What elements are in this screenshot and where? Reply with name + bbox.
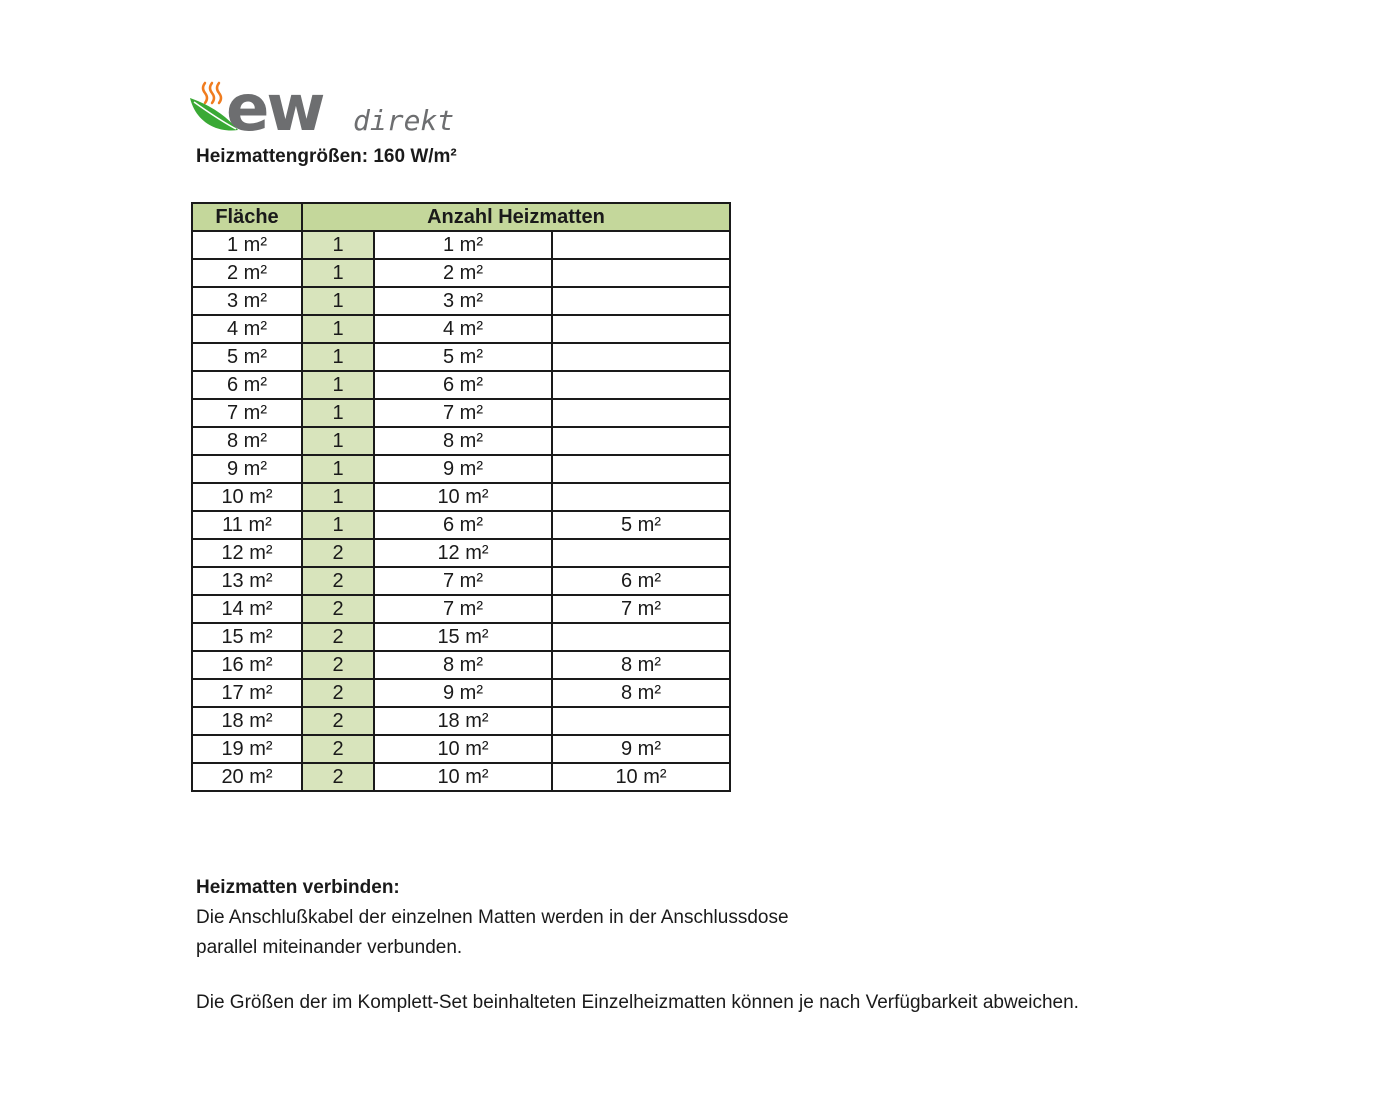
cell-mat-1: 8 m² [374, 427, 552, 455]
table-body [192, 231, 730, 791]
cell-mat-2: 6 m² [552, 567, 730, 595]
cell-count: 2 [302, 539, 374, 567]
cell-area: 10 m² [192, 483, 302, 511]
connect-line-1: Die Anschlußkabel der einzelnen Matten werden in der Anschlussdose [196, 907, 789, 928]
cell-mat-2: 5 m² [552, 511, 730, 539]
cell-area: 7 m² [192, 399, 302, 427]
cell-area: 19 m² [192, 735, 302, 763]
header-area: Fläche [192, 203, 302, 231]
cell-mat-2 [552, 707, 730, 735]
cell-mat-2 [552, 371, 730, 399]
table-header-row [192, 203, 730, 231]
cell-mat-2 [552, 427, 730, 455]
cell-area: 9 m² [192, 455, 302, 483]
ew-direkt-logo [188, 78, 458, 138]
cell-mat-2 [552, 539, 730, 567]
cell-mat-2: 8 m² [552, 679, 730, 707]
cell-mat-1: 6 m² [374, 511, 552, 539]
cell-area: 18 m² [192, 707, 302, 735]
cell-mat-1: 9 m² [374, 455, 552, 483]
cell-mat-1: 3 m² [374, 287, 552, 315]
cell-count: 1 [302, 483, 374, 511]
table-row [192, 707, 730, 735]
table-row [192, 455, 730, 483]
cell-area: 1 m² [192, 231, 302, 259]
cell-mat-2 [552, 343, 730, 371]
cell-area: 14 m² [192, 595, 302, 623]
cell-mat-1: 15 m² [374, 623, 552, 651]
header-count: Anzahl Heizmatten [302, 203, 730, 231]
logo-ew-text: ew [226, 78, 323, 138]
availability-note: Die Größen der im Komplett-Set beinhalteten Einzelheizmatten können je nach Verfügbarkeit abweichen. [196, 992, 1079, 1013]
cell-mat-2 [552, 315, 730, 343]
steam-icon [203, 83, 221, 103]
cell-area: 3 m² [192, 287, 302, 315]
cell-count: 1 [302, 287, 374, 315]
cell-mat-1: 7 m² [374, 567, 552, 595]
table-row [192, 735, 730, 763]
cell-count: 2 [302, 707, 374, 735]
logo-graphic [188, 78, 458, 138]
table-row [192, 567, 730, 595]
cell-mat-1: 6 m² [374, 371, 552, 399]
cell-area: 4 m² [192, 315, 302, 343]
cell-mat-2 [552, 623, 730, 651]
cell-area: 16 m² [192, 651, 302, 679]
logo-direkt-text: direkt [353, 104, 455, 137]
cell-count: 2 [302, 623, 374, 651]
cell-mat-2: 7 m² [552, 595, 730, 623]
cell-count: 1 [302, 427, 374, 455]
table-row [192, 763, 730, 791]
table-row [192, 231, 730, 259]
cell-mat-1: 10 m² [374, 483, 552, 511]
cell-mat-2 [552, 287, 730, 315]
cell-mat-1: 8 m² [374, 651, 552, 679]
table-row [192, 399, 730, 427]
heizmatten-table [191, 202, 731, 792]
cell-count: 2 [302, 651, 374, 679]
cell-mat-2 [552, 231, 730, 259]
cell-mat-2 [552, 259, 730, 287]
cell-area: 12 m² [192, 539, 302, 567]
cell-mat-2: 9 m² [552, 735, 730, 763]
table-row [192, 679, 730, 707]
cell-area: 5 m² [192, 343, 302, 371]
cell-count: 1 [302, 399, 374, 427]
cell-mat-2 [552, 399, 730, 427]
cell-area: 6 m² [192, 371, 302, 399]
cell-mat-1: 10 m² [374, 735, 552, 763]
cell-count: 2 [302, 679, 374, 707]
cell-mat-1: 18 m² [374, 707, 552, 735]
cell-count: 2 [302, 763, 374, 791]
table-row [192, 371, 730, 399]
cell-mat-2 [552, 455, 730, 483]
table-row [192, 343, 730, 371]
table-row [192, 427, 730, 455]
connect-title: Heizmatten verbinden: [196, 877, 400, 898]
cell-mat-1: 9 m² [374, 679, 552, 707]
cell-area: 20 m² [192, 763, 302, 791]
cell-mat-2: 8 m² [552, 651, 730, 679]
table-row [192, 483, 730, 511]
table-row [192, 259, 730, 287]
cell-mat-1: 10 m² [374, 763, 552, 791]
cell-count: 2 [302, 567, 374, 595]
table-row [192, 595, 730, 623]
cell-mat-1: 5 m² [374, 343, 552, 371]
cell-mat-2 [552, 483, 730, 511]
cell-count: 1 [302, 511, 374, 539]
page-heading: Heizmattengrößen: 160 W/m² [196, 146, 457, 167]
cell-area: 2 m² [192, 259, 302, 287]
cell-mat-1: 7 m² [374, 595, 552, 623]
cell-mat-1: 7 m² [374, 399, 552, 427]
table-row [192, 287, 730, 315]
cell-count: 1 [302, 315, 374, 343]
connect-section [196, 873, 789, 963]
table-row [192, 623, 730, 651]
cell-area: 13 m² [192, 567, 302, 595]
cell-count: 1 [302, 455, 374, 483]
cell-mat-2: 10 m² [552, 763, 730, 791]
table-row [192, 511, 730, 539]
cell-count: 1 [302, 343, 374, 371]
cell-area: 15 m² [192, 623, 302, 651]
cell-mat-1: 1 m² [374, 231, 552, 259]
cell-count: 2 [302, 595, 374, 623]
cell-count: 2 [302, 735, 374, 763]
table-row [192, 315, 730, 343]
cell-count: 1 [302, 371, 374, 399]
cell-mat-1: 2 m² [374, 259, 552, 287]
cell-count: 1 [302, 259, 374, 287]
table-row [192, 539, 730, 567]
table-row [192, 651, 730, 679]
cell-area: 11 m² [192, 511, 302, 539]
cell-area: 8 m² [192, 427, 302, 455]
connect-line-2: parallel miteinander verbunden. [196, 937, 463, 958]
cell-area: 17 m² [192, 679, 302, 707]
cell-mat-1: 12 m² [374, 539, 552, 567]
cell-count: 1 [302, 231, 374, 259]
cell-mat-1: 4 m² [374, 315, 552, 343]
